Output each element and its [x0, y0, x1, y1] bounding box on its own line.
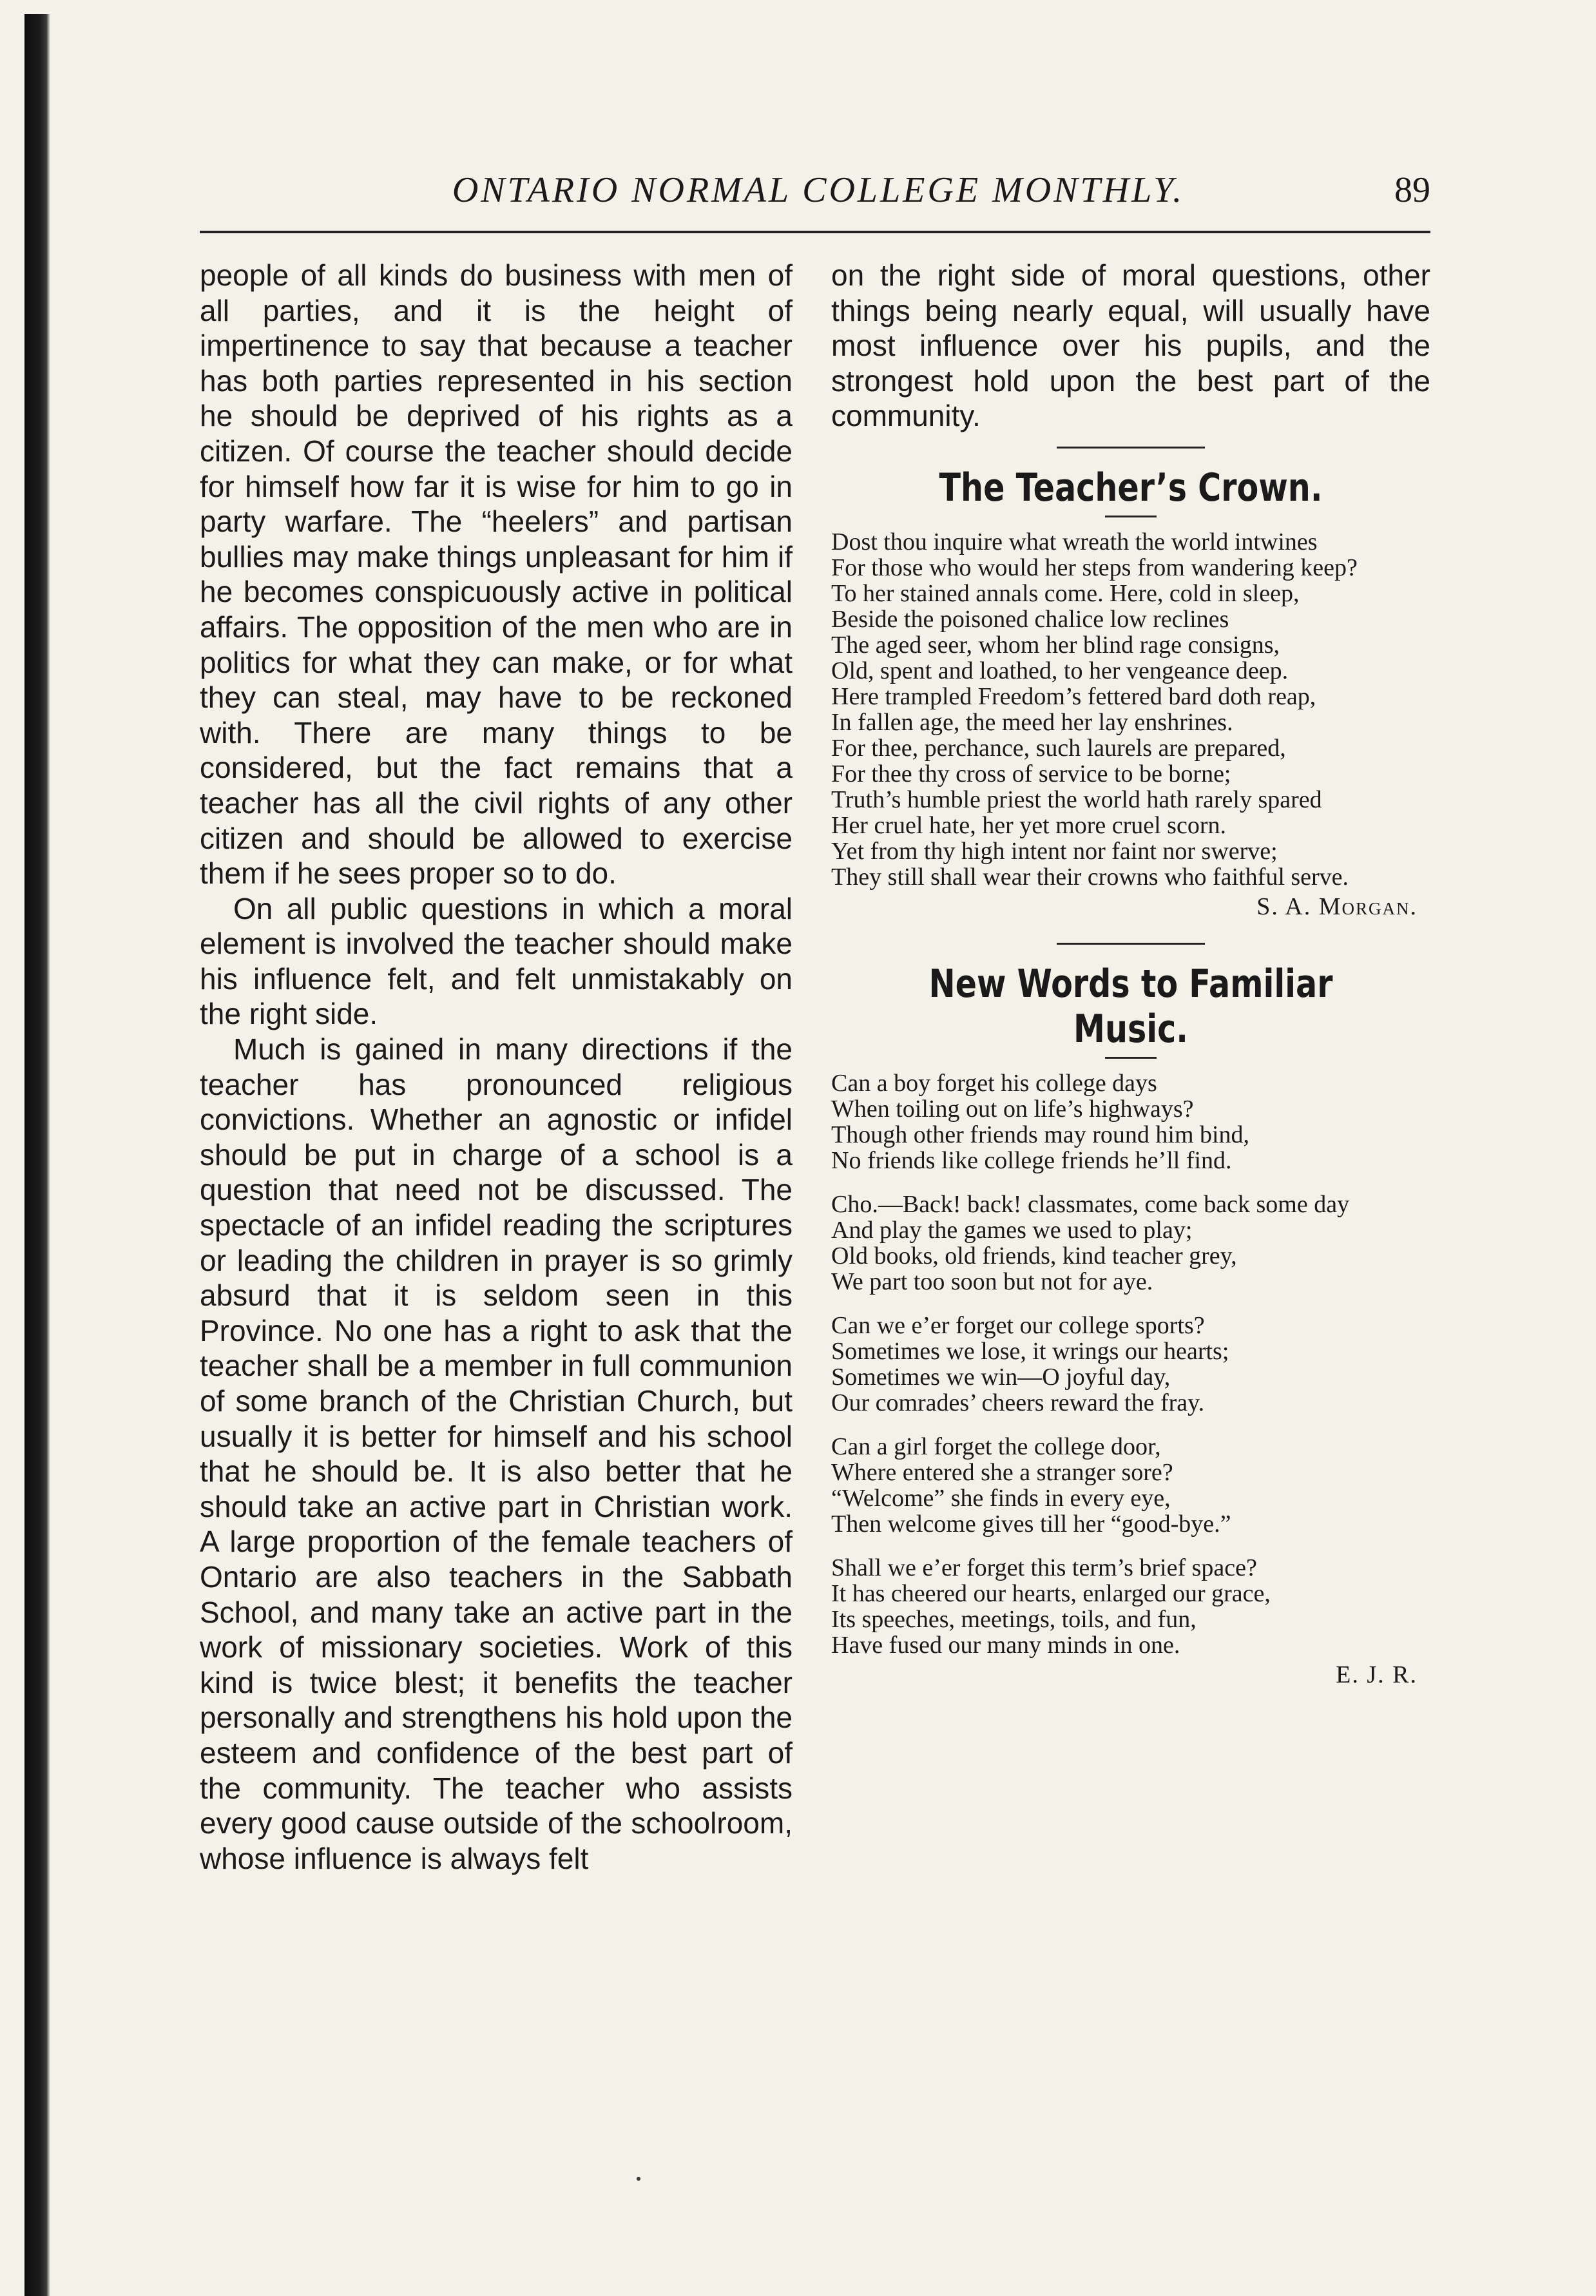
stanza [831, 1070, 1430, 1173]
poem-line: Have fused our many minds in one. [831, 1631, 1180, 1659]
stanza [831, 1313, 1430, 1416]
poem-line: Yet from thy high intent nor faint nor swerve; [831, 837, 1278, 865]
poem-line: Cho.—Back! back! classmates, come back some day [831, 1190, 1350, 1218]
poem-body [831, 529, 1430, 890]
page-header [200, 164, 1430, 216]
poem-author: S. A. Morgan. [1256, 892, 1418, 920]
poem-line: In fallen age, the meed her lay enshrines. [831, 708, 1233, 736]
poem-line: Beside the poisoned chalice low reclines [831, 605, 1229, 633]
poem-line: Shall we e’er forget this term’s brief space? [831, 1554, 1257, 1581]
poem-line: Can a boy forget his college days [831, 1069, 1157, 1097]
stanza [831, 1434, 1430, 1537]
poem-line: To her stained annals come. Here, cold in sleep, [831, 579, 1300, 607]
poem-line: They still shall wear their crowns who faithful serve. [831, 863, 1349, 891]
stray-ink-dot [637, 2177, 640, 2181]
poem-line: Can we e’er forget our college sports? [831, 1311, 1205, 1339]
poem-line: Old, spent and loathed, to her vengeance deep. [831, 657, 1289, 684]
poem-line: For thee, perchance, such laurels are prepared, [831, 734, 1286, 762]
poem-line: Here trampled Freedom’s fettered bard doth reap, [831, 682, 1316, 710]
poem-line: Her cruel hate, her yet more cruel scorn. [831, 811, 1226, 839]
poem-title: The Teacher’s Crown. [939, 465, 1323, 510]
running-title: ONTARIO NORMAL COLLEGE MONTHLY. [452, 170, 1185, 210]
poem-line: For thee thy cross of service to be borne; [831, 760, 1231, 787]
poem-line: Its speeches, meetings, toils, and fun, [831, 1605, 1197, 1633]
poem-line: Can a girl forget the college door, [831, 1433, 1161, 1460]
section-divider [1057, 943, 1205, 945]
poem-line: Sometimes we win—O joyful day, [831, 1363, 1171, 1391]
poem-line: It has cheered our hearts, enlarged our grace, [831, 1579, 1271, 1607]
paragraph-continuation: on the right side of moral questions, other things being nearly equal, will usually have most influence over his pupils, and the strongest hold upon the best part of the community. [831, 258, 1430, 433]
section-divider [1057, 447, 1205, 449]
title-rule [1105, 1057, 1157, 1059]
poem-line: No friends like college friends he’ll find. [831, 1146, 1232, 1174]
paragraph: people of all kinds do business with men of all parties, and it is the height of impertinence to say that because a teacher has both parties represented in his section he should be deprived of his rights as a citizen. Of course the teacher should decide for himself how far it is wise for him to go in party warfare. The “heelers” and partisan bullies may make things unpleasant for him if he becomes conspicuously active in political affairs. The opposition of the men who are in politics for what they can make, or for what they can steal, may have to be reckoned with. There are many things to be considered, but the fact remains that a teacher has all the civil rights of any other citizen and should be allowed to exercise them if he sees proper so to do. [200, 258, 793, 891]
poem-line: Then welcome gives till her “good-bye.” [831, 1510, 1231, 1538]
poem-line: We part too soon but not for aye. [831, 1268, 1153, 1295]
chorus [831, 1191, 1430, 1295]
poem-line: Where entered she a stranger sore? [831, 1458, 1173, 1486]
poem-line: Though other friends may round him bind, [831, 1121, 1250, 1148]
poem-line: Our comrades’ cheers reward the fray. [831, 1389, 1205, 1416]
paragraph: Much is gained in many directions if the teacher has pronounced religious convictions. Whether an agnostic or infidel should be put in charge of a school is a question that need not be discussed. The spectacle of an infidel reading the scriptures or leading the children in prayer is so grimly absurd that it is seldom seen in this Province. No one has a right to ask that the teacher shall be a member in full communion of some branch of the Christian Church, but usually it is better for himself and his school that he should be. It is also better that he should take an active part in Christian work. A large proportion of the female teachers of Ontario are also teachers in the Sabbath School, and many take an active part in the work of missionary societies. Work of this kind is twice blest; it benefits the teacher personally and strengthens his hold upon the esteem and confidence of the best part of the community. The teacher who assists every good cause outside of the schoolroom, whose influence is always felt [200, 1032, 793, 1875]
poem-line: Dost thou inquire what wreath the world intwines [831, 528, 1318, 555]
poem-author: E. J. R. [1336, 1661, 1418, 1688]
poem-line: “Welcome” she finds in every eye, [831, 1484, 1171, 1512]
poem-body [831, 1070, 1430, 1658]
title-rule [1105, 516, 1157, 517]
poem-title: New Words to Familiar Music. [928, 961, 1333, 1052]
poem-line: For those who would her steps from wandering keep? [831, 554, 1358, 581]
right-column [831, 258, 1430, 1689]
poem-line: And play the games we used to play; [831, 1216, 1193, 1244]
header-rule [200, 231, 1430, 233]
poem-line: When toiling out on life’s highways? [831, 1095, 1194, 1123]
paragraph: On all public questions in which a moral element is involved the teacher should make his influence felt, and felt unmistakably on the right side. [200, 891, 793, 1031]
poem-line: The aged seer, whom her blind rage consigns, [831, 631, 1280, 659]
stanza [831, 1555, 1430, 1658]
poem-line: Truth’s humble priest the world hath rarely spared [831, 786, 1322, 813]
poem-line: Old books, old friends, kind teacher grey, [831, 1242, 1237, 1269]
left-column [200, 258, 793, 1876]
poem-line: Sometimes we lose, it wrings our hearts; [831, 1337, 1229, 1365]
page-number: 89 [1394, 170, 1430, 210]
binding-edge [24, 14, 50, 2296]
